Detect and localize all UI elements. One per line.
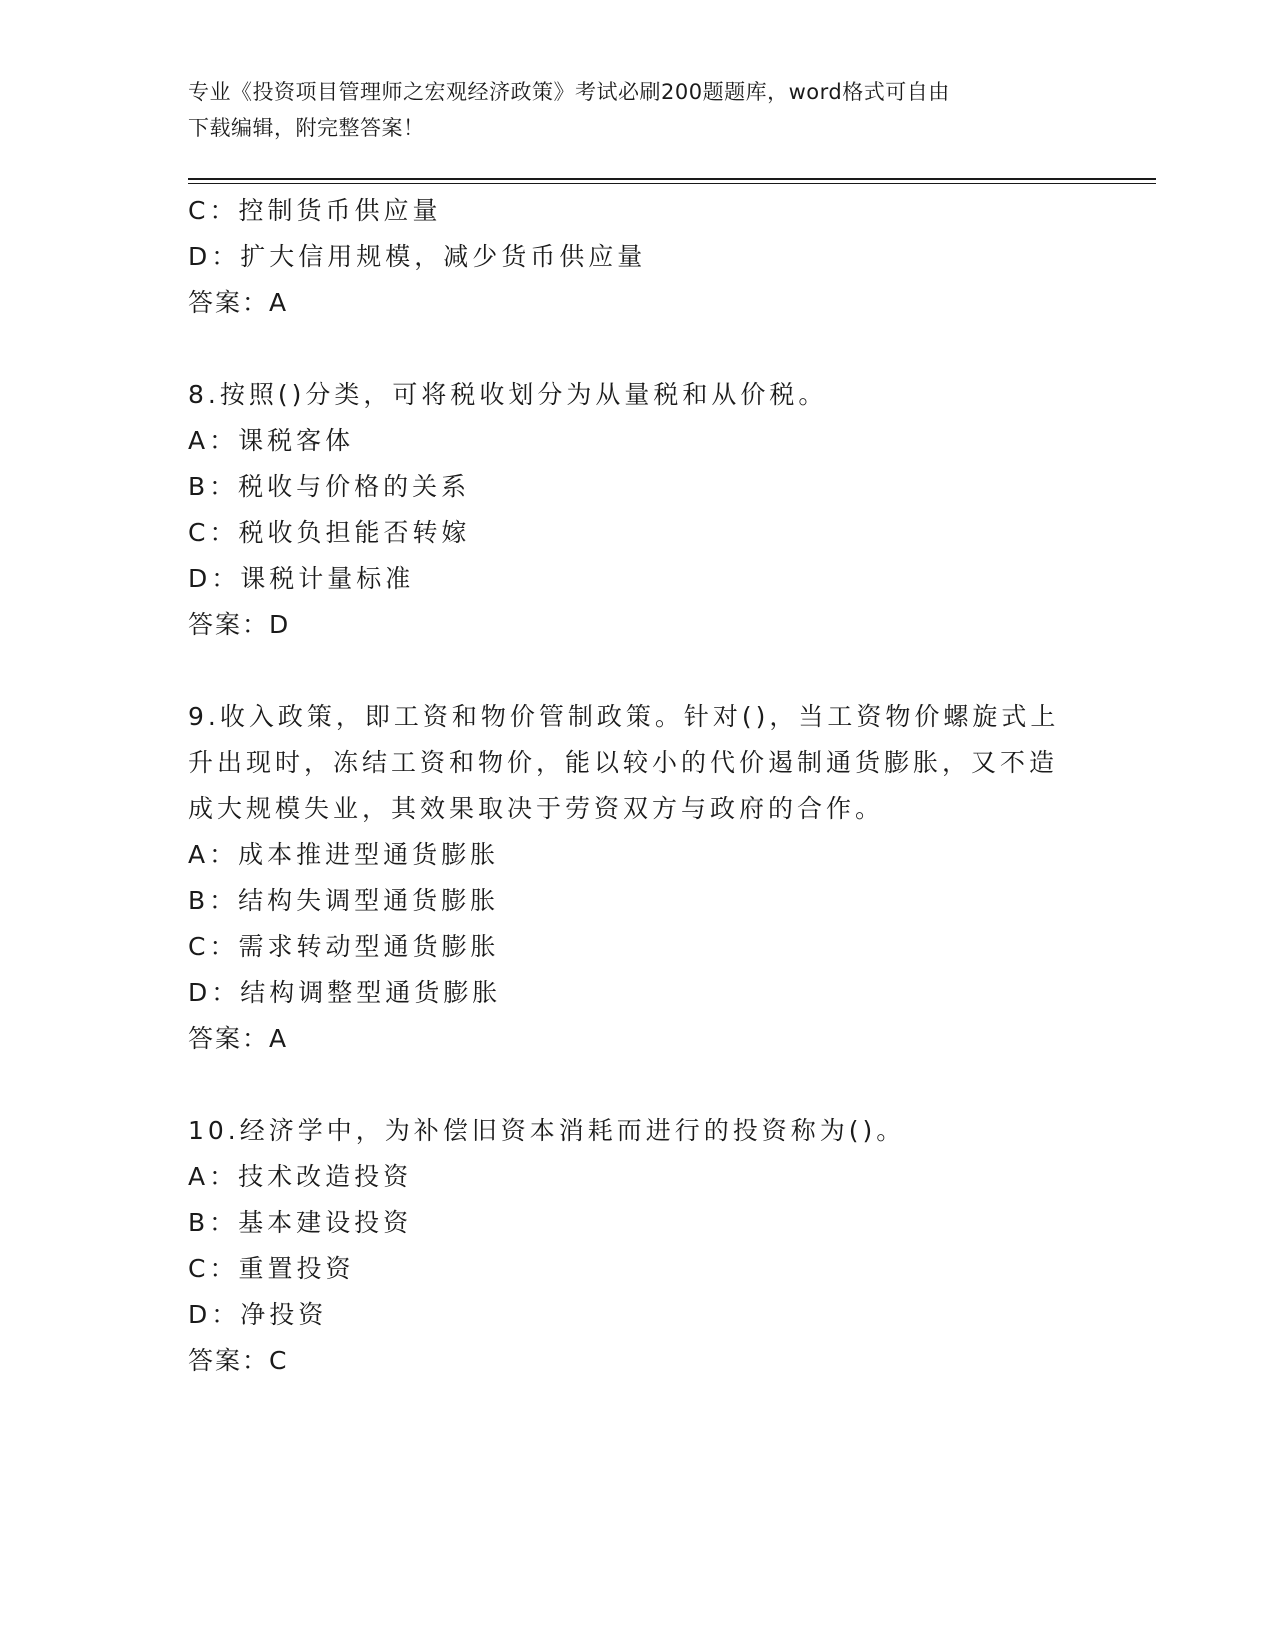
question-8 (188, 372, 1068, 648)
option-d: D：结构调整型通货膨胀 (188, 978, 502, 1007)
question-text: 8.按照()分类，可将税收划分为从量税和从价税。 (188, 380, 828, 409)
option-a: A：课税客体 (188, 426, 355, 455)
question-content (188, 188, 1068, 1384)
option-c: C：重置投资 (188, 1254, 355, 1283)
question-text-line-3: 成大规模失业，其效果取决于劳资双方与政府的合作。 (188, 794, 885, 823)
question-text-line-2: 升出现时，冻结工资和物价，能以较小的代价遏制通货膨胀，又不造 (188, 748, 1059, 777)
option-c: C：控制货币供应量 (188, 196, 442, 225)
answer-line: 答案：A (188, 288, 289, 317)
question-text: 10.经济学中，为补偿旧资本消耗而进行的投资称为()。 (188, 1116, 906, 1145)
question-9 (188, 694, 1068, 1062)
option-c: C：需求转动型通货膨胀 (188, 932, 500, 961)
option-a: A：技术改造投资 (188, 1162, 413, 1191)
question-text-line-1: 9.收入政策，即工资和物价管制政策。针对()，当工资物价螺旋式上 (188, 702, 1060, 731)
spacer (188, 648, 1068, 694)
header-line-1: 专业《投资项目管理师之宏观经济政策》考试必刷200题题库，word格式可自由 (188, 80, 950, 104)
question-10 (188, 1108, 1068, 1384)
spacer (188, 1062, 1068, 1108)
header-divider-thick (188, 178, 1156, 180)
option-a: A：成本推进型通货膨胀 (188, 840, 500, 869)
option-d: D：净投资 (188, 1300, 328, 1329)
header-divider-thin (188, 183, 1156, 184)
option-b: B：税收与价格的关系 (188, 472, 471, 501)
header-line-2: 下载编辑，附完整答案！ (188, 116, 425, 140)
option-b: B：基本建设投资 (188, 1208, 413, 1237)
previous-question-tail (188, 188, 1068, 326)
option-d: D：课税计量标准 (188, 564, 415, 593)
document-header (188, 74, 1068, 146)
option-d: D：扩大信用规模，减少货币供应量 (188, 242, 647, 271)
answer-line: 答案：D (188, 610, 291, 639)
answer-line: 答案：A (188, 1024, 289, 1053)
spacer (188, 326, 1068, 372)
option-b: B：结构失调型通货膨胀 (188, 886, 500, 915)
answer-line: 答案：C (188, 1346, 289, 1375)
option-c: C：税收负担能否转嫁 (188, 518, 471, 547)
